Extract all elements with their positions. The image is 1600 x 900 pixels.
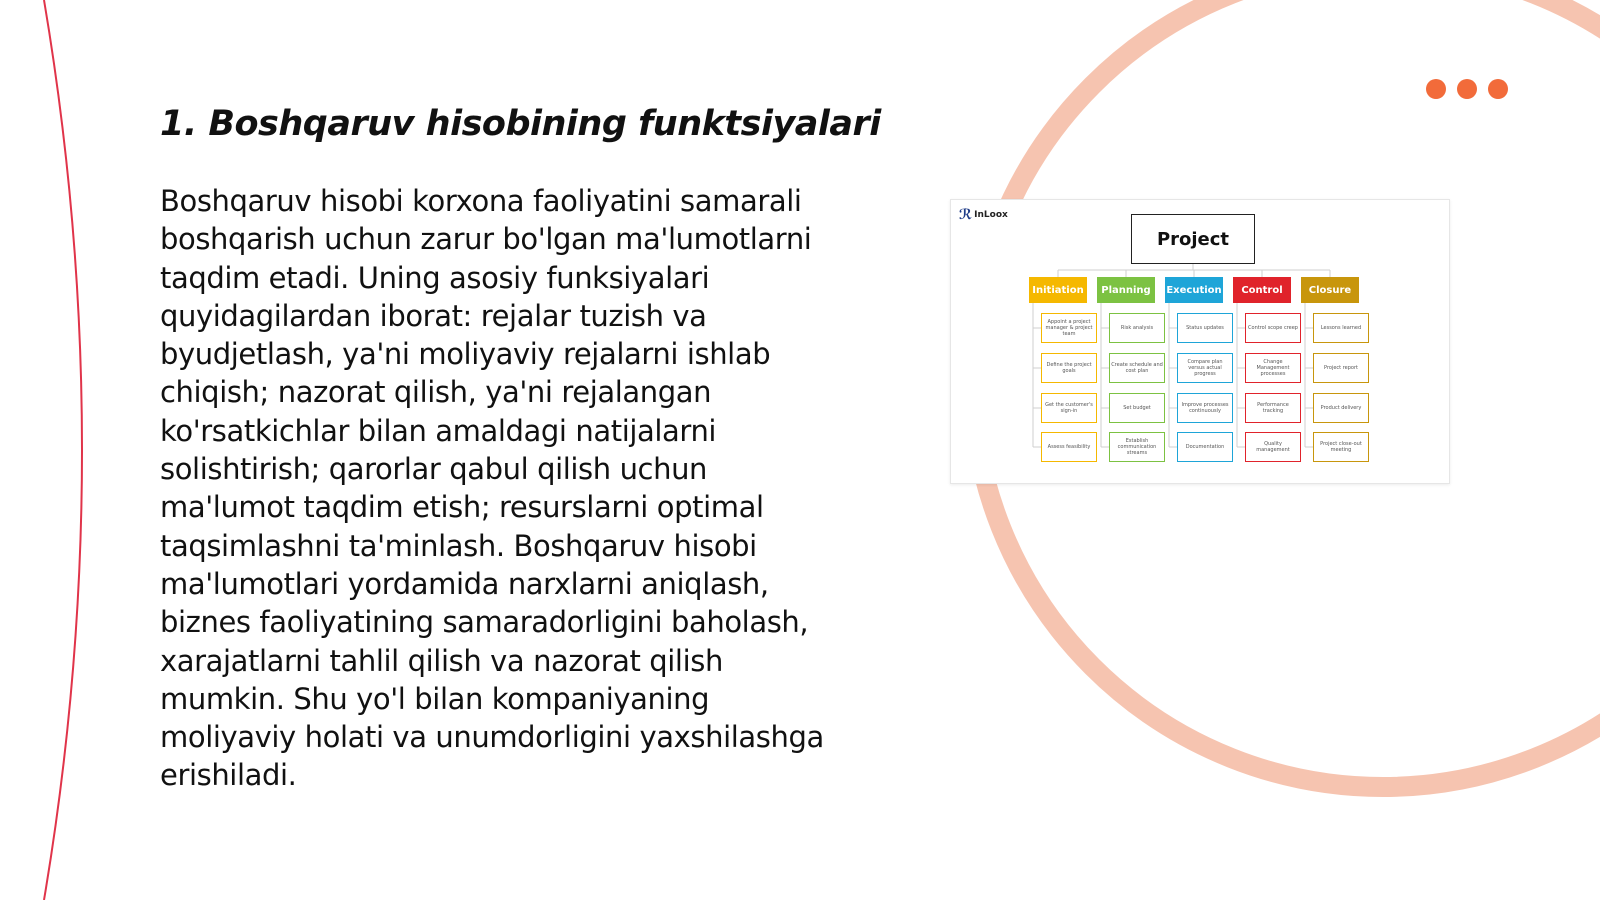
diagram-root-project: Project [1131, 214, 1255, 264]
slide-title: 1. Boshqaruv hisobining funktsiyalari [160, 104, 881, 144]
dot-2 [1457, 79, 1477, 99]
phase-execution: Execution [1165, 277, 1223, 303]
task-box: Improve processes continuously [1177, 393, 1233, 423]
phase-planning: Planning [1097, 277, 1155, 303]
task-box: Change Management processes [1245, 353, 1301, 383]
task-box: Control scope creep [1245, 313, 1301, 343]
project-phases-diagram [950, 199, 1450, 484]
task-box: Assess feasibility [1041, 432, 1097, 462]
dot-3 [1488, 79, 1508, 99]
task-box: Compare plan versus actual progress [1177, 353, 1233, 383]
task-box: Get the customer's sign-in [1041, 393, 1097, 423]
slide-body-text: Boshqaruv hisobi korxona faoliyatini samarali boshqarish uchun zarur bo'lgan ma'lumotlarni taqdim etadi. Uning asosiy funksiyalari quyidagilardan iborat: rejalar tuzish va byudjetlash, ya'ni moliyaviy rejalarni ishlab chiqish; nazorat qilish, ya'ni rejalangan ko'rsatkichlar bilan amaldagi natijalarni solishtirish; qarorlar qabul qilish uchun ma'lumot taqdim etish; resurslarni optimal taqsimlashni ta'minlash. Boshqaruv hisobi ma'lumotlari yordamida narxlarni aniqlash, biznes faoliyatining samaradorligini baholash, xarajatlarni tahlil qilish va nazorat qilish mumkin. Shu yo'l bilan kompaniyaning moliyaviy holati va unumdorligini yaxshilashga erishiladi. [160, 184, 824, 793]
task-box: Project report [1313, 353, 1369, 383]
task-box: Appoint a project manager & project team [1041, 313, 1097, 343]
task-box: Lessons learned [1313, 313, 1369, 343]
task-box: Set budget [1109, 393, 1165, 423]
task-box: Quality management [1245, 432, 1301, 462]
menu-dots [1426, 79, 1508, 99]
dot-1 [1426, 79, 1446, 99]
task-box: Establish communication streams [1109, 432, 1165, 462]
task-box: Create schedule and cost plan [1109, 353, 1165, 383]
task-box: Status updates [1177, 313, 1233, 343]
phase-closure: Closure [1301, 277, 1359, 303]
task-box: Define the project goals [1041, 353, 1097, 383]
task-box: Project close-out meeting [1313, 432, 1369, 462]
task-box: Product delivery [1313, 393, 1369, 423]
logo-text: InLoox [974, 210, 1008, 220]
phase-initiation: Initiation [1029, 277, 1087, 303]
task-box: Documentation [1177, 432, 1233, 462]
task-box: Risk analysis [1109, 313, 1165, 343]
task-box: Performance tracking [1245, 393, 1301, 423]
phase-control: Control [1233, 277, 1291, 303]
logo-mark-icon: ℛ [959, 207, 973, 223]
left-curve-line [44, 0, 82, 900]
